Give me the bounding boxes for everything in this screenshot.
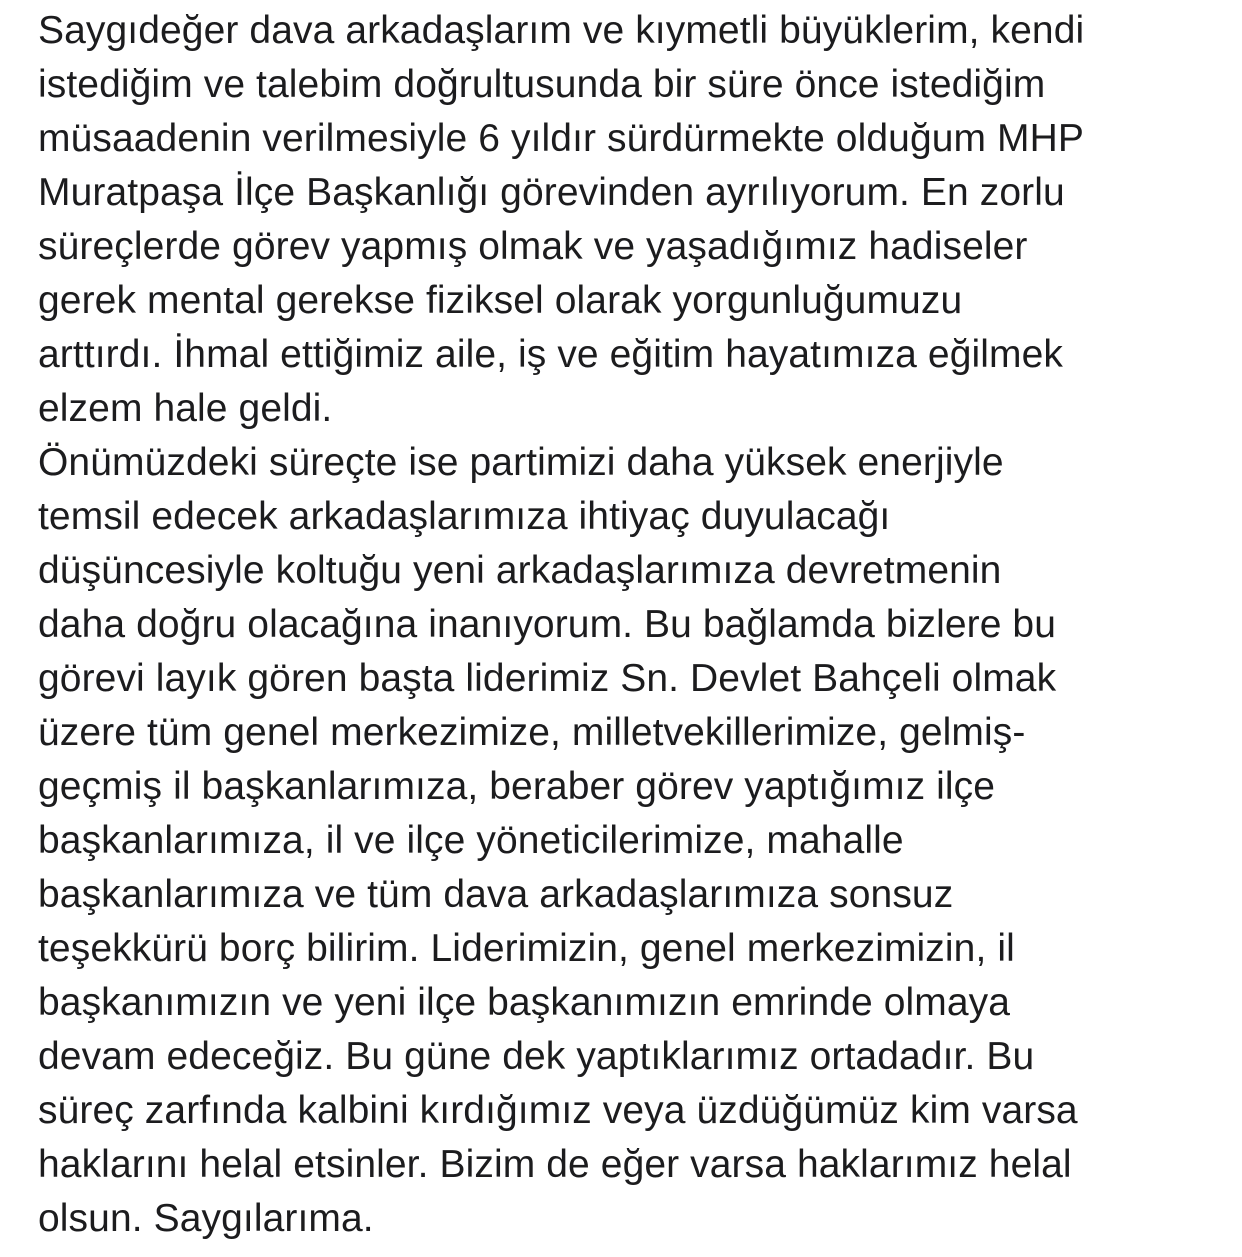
text-line-21: süreç zarfında kalbini kırdığımız veya üzdüğümüz kim varsa: [38, 1089, 1078, 1132]
text-line-6: gerek mental gerekse fiziksel olarak yorgunluğumuzu: [38, 279, 963, 322]
text-line-16: başkanlarımıza, il ve ilçe yöneticilerimize, mahalle: [38, 819, 904, 862]
statement-text: [38, 4, 1228, 1246]
text-line-13: görevi layık gören başta liderimiz Sn. Devlet Bahçeli olmak: [38, 657, 1057, 700]
text-line-18: teşekkürü borç bilirim. Liderimizin, genel merkezimizin, il: [38, 927, 1015, 970]
text-line-4: Muratpaşa İlçe Başkanlığı görevinden ayrılıyorum. En zorlu: [38, 171, 1065, 214]
text-line-20: devam edeceğiz. Bu güne dek yaptıklarımız ortadadır. Bu: [38, 1035, 1035, 1078]
text-line-11: düşüncesiyle koltuğu yeni arkadaşlarımıza devretmenin: [38, 549, 1002, 592]
text-line-9: Önümüzdeki süreçte ise partimizi daha yüksek enerjiyle: [38, 441, 1004, 484]
text-line-2: istediğim ve talebim doğrultusunda bir süre önce istediğim: [38, 63, 1046, 106]
text-line-19: başkanımızın ve yeni ilçe başkanımızın emrinde olmaya: [38, 981, 1011, 1024]
text-line-23: olsun. Saygılarıma.: [38, 1197, 374, 1240]
text-line-8: elzem hale geldi.: [38, 387, 333, 430]
text-line-3: müsaadenin verilmesiyle 6 yıldır sürdürmekte olduğum MHP: [38, 117, 1085, 160]
text-line-1: Saygıdeğer dava arkadaşlarım ve kıymetli büyüklerim, kendi: [38, 9, 1085, 52]
text-line-7: arttırdı. İhmal ettiğimiz aile, iş ve eğitim hayatımıza eğilmek: [38, 333, 1063, 376]
text-line-5: süreçlerde görev yapmış olmak ve yaşadığımız hadiseler: [38, 225, 1028, 268]
text-line-17: başkanlarımıza ve tüm dava arkadaşlarımıza sonsuz: [38, 873, 954, 916]
text-line-12: daha doğru olacağına inanıyorum. Bu bağlamda bizlere bu: [38, 603, 1057, 646]
text-line-22: haklarını helal etsinler. Bizim de eğer varsa haklarımız helal: [38, 1143, 1072, 1186]
text-line-15: geçmiş il başkanlarımıza, beraber görev yaptığımız ilçe: [38, 765, 996, 808]
text-line-14: üzere tüm genel merkezimize, milletvekillerimize, gelmiş-: [38, 711, 1026, 754]
text-line-10: temsil edecek arkadaşlarımıza ihtiyaç duyulacağı: [38, 495, 891, 538]
